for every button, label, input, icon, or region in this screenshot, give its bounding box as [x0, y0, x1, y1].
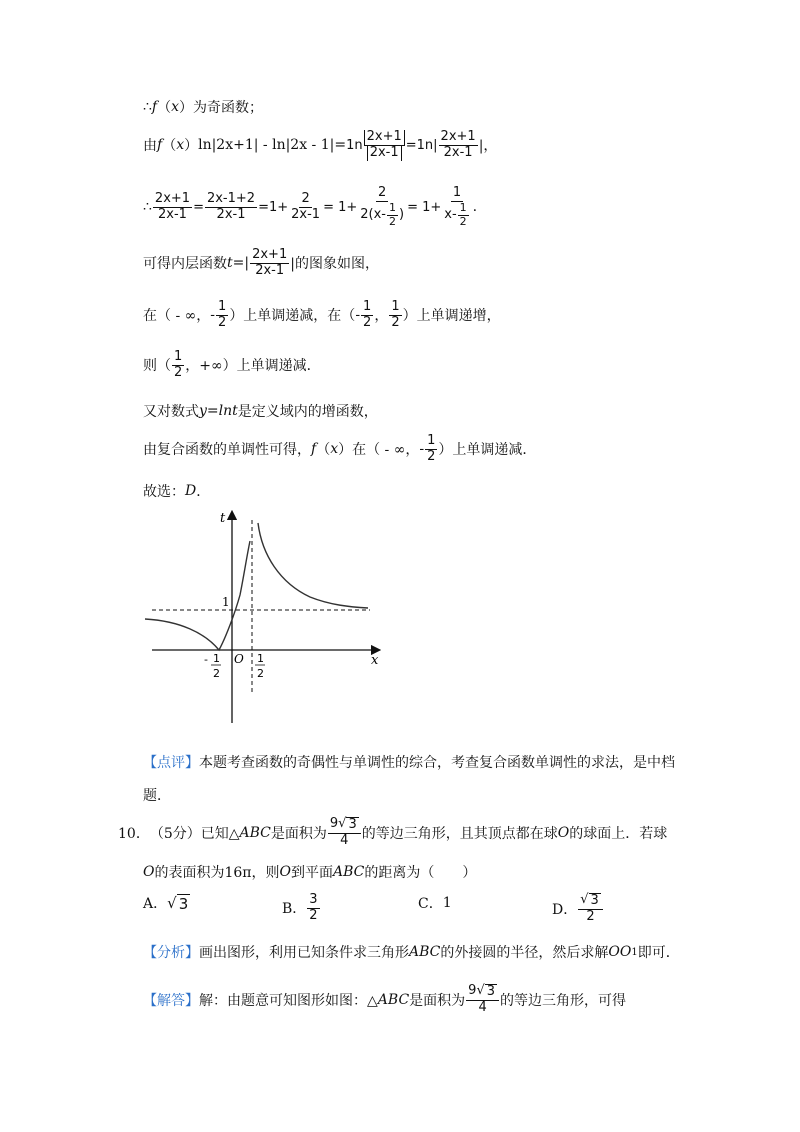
fraction: $\frac{2x+1}{2x-1}$ — [440, 129, 476, 160]
fraction: $\frac{2x-1+2}{2x-1}$ — [206, 190, 256, 222]
expression: ln|2x+1| - ln|2x - 1|= — [198, 137, 347, 154]
line-composite: 由复合函数的单调性可得， f （ x ） 在（ - ∞， - $\frac{1}{2}$ ）上单调递减． — [143, 433, 537, 464]
solution-tag: 【解答】 — [143, 992, 199, 1009]
fraction: $\frac{2}{2x-1}$ — [291, 190, 321, 222]
line-text: |， — [478, 138, 498, 155]
option-a[interactable]: A． √ 3 — [143, 893, 189, 913]
ln-symbol: 1n — [346, 137, 363, 153]
fraction: $\frac{2x+1}{2x-1}$ — [154, 190, 191, 222]
fraction: $\frac{2x+1}{2x-1}$ — [364, 130, 405, 161]
fraction: 9 √ 3 4 — [328, 817, 361, 849]
label-t: t — [220, 511, 226, 526]
question-10-line1: 10． （5分）已知△ ABC 是面积为 9 √ 3 4 的等边三角形，且其顶点都在球 O 的球面上．若球 — [118, 816, 668, 848]
comment-tag: 【点评】 — [143, 755, 199, 771]
line-answer: 故选： D ． — [143, 483, 211, 500]
option-b[interactable]: B． $\frac{3}{2}$ — [282, 892, 318, 923]
ln-symbol: =1n — [405, 137, 434, 153]
var-x: x — [171, 99, 180, 115]
label-neg-minus: - — [204, 653, 208, 666]
fraction: 1 x- $\frac{1}{2}$ — [444, 185, 467, 228]
comment-block-cont: 题． — [143, 788, 171, 804]
line-log-increasing: 又对数式 y = lnt 是定义域内的增函数， — [143, 403, 378, 420]
option-d[interactable]: D． √ 3 2 — [552, 893, 604, 925]
option-c[interactable]: C． 1 — [418, 895, 452, 912]
line-transform: ∴ $\frac{2x+1}{2x-1}$ = $\frac{2x-1+2}{2x-1}$ =1+ $\frac{2}{2x-1}$ = 1+ 2 2(x- $\frac{1}{2}$ ) = 1+ 1 x- $\frac{1}{2}$ . — [143, 185, 478, 228]
label-pos-den: 2 — [257, 667, 264, 680]
label-origin: O — [234, 652, 244, 666]
label-one: 1 — [222, 595, 230, 609]
line-text: 为奇函数； — [193, 100, 264, 116]
fraction: 2 2(x- $\frac{1}{2}$ ) — [360, 185, 405, 228]
answer-letter: D — [185, 483, 197, 499]
fraction: $\frac{1}{2}$ — [427, 433, 436, 464]
fraction: $\frac{1}{2}$ — [174, 349, 183, 380]
label-neg-num: 1 — [213, 652, 220, 665]
var-t: t — [227, 255, 233, 272]
question-10-line2: O 的表面积为16π，则 O 到平面 ABC 的距离为（ ） — [143, 864, 477, 881]
var-x: x — [176, 137, 185, 154]
label-neg-den: 2 — [213, 667, 220, 680]
fraction: 9 √ 3 4 — [466, 984, 499, 1016]
function-graph — [140, 505, 390, 725]
fraction: $\frac{1}{2}$ — [391, 299, 400, 330]
line-monotonic-2: 则（ $\frac{1}{2}$ ，+∞）上单调递减． — [143, 349, 321, 380]
curve-left-branch — [145, 541, 250, 650]
curve-right-branch — [258, 523, 368, 608]
func-f: f — [157, 137, 163, 154]
question-number: 10． — [118, 825, 150, 842]
label-pos-num: 1 — [257, 652, 264, 665]
line-text: 由 — [143, 138, 157, 155]
func-f: f — [151, 99, 158, 115]
solution-block: 【解答】 解：由题意可知图形如图：△ ABC 是面积为 9 √ 3 4 的等边三角形，可得 — [143, 983, 627, 1015]
line-inner-function: 可得内层函数 t =| $\frac{2x+1}{2x-1}$ |的图象如图， — [143, 247, 379, 278]
analysis-tag: 【分析】 — [143, 945, 199, 961]
label-x: x — [371, 653, 379, 668]
line-odd-function: ∴ f （ x ） 为奇函数； — [143, 99, 264, 116]
therefore-symbol: ∴ — [143, 99, 152, 115]
therefore-symbol: ∴ — [143, 199, 152, 216]
comment-block: 【点评】 本题考查函数的奇偶性与单调性的综合，考查复合函数单调性的求法，是中档 — [143, 752, 675, 772]
analysis-block: 【分析】 画出图形，利用已知条件求三角形 ABC 的外接圆的半径，然后求解 OO 1 即可． — [143, 944, 680, 961]
fraction: $\frac{2x+1}{2x-1}$ — [252, 247, 288, 278]
fraction: $\frac{1}{2}$ — [363, 299, 372, 330]
fraction: $\frac{1}{2}$ — [218, 299, 227, 330]
line-fx-definition: 由 f （ x ） ln|2x+1| - ln|2x - 1|= 1n $\frac{2x+1}{2x-1}$ =1n | $\frac{2x+1}{2x-1}$ |， — [143, 129, 498, 160]
line-monotonic-1: 在（ - ∞， - $\frac{1}{2}$ ）上单调递减，在（ - $\frac{1}{2}$ ， $\frac{1}{2}$ ）上单调递增， — [143, 299, 501, 330]
fraction: $\frac{3}{2}$ — [309, 892, 318, 923]
fraction: √ 3 2 — [578, 893, 603, 925]
